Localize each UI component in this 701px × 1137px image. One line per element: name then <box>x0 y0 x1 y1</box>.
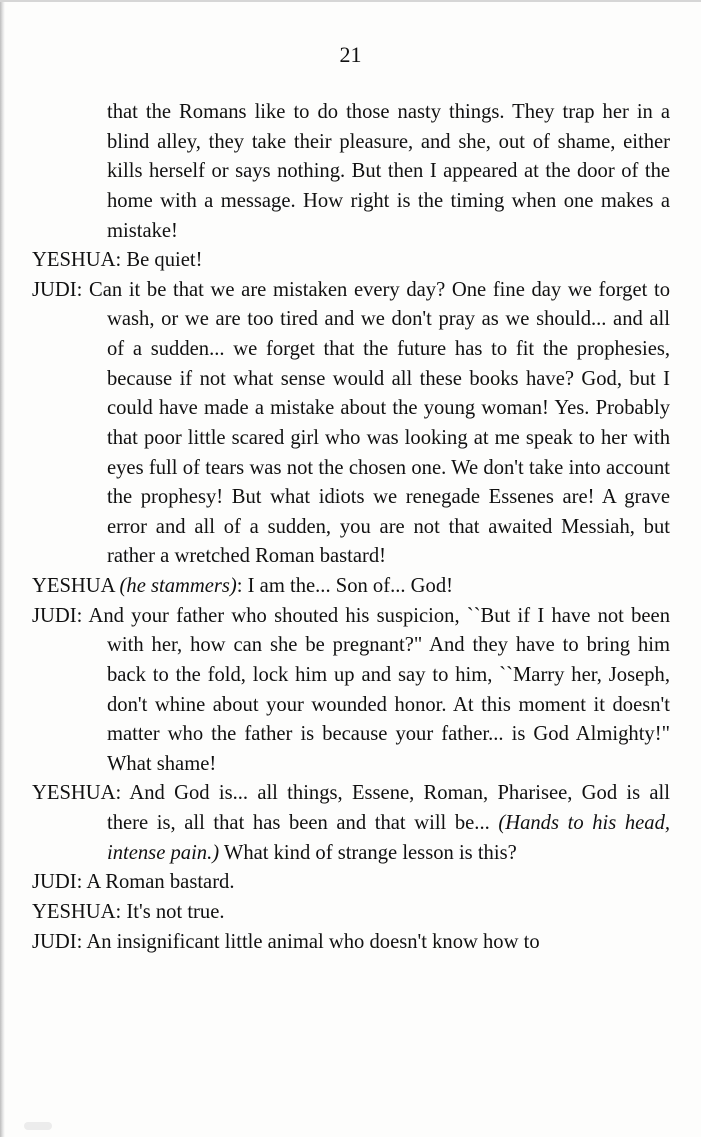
speaker-separator: : <box>76 604 89 627</box>
stage-direction: (Hands to his head, intense pain.) <box>107 812 671 864</box>
dialogue-line <box>32 246 670 276</box>
dialogue-text: Can it be that we are mistaken every day? One fine day we forget to wash, or we are too tired and we don't pray as we should... and all of a sudden... we forget that the future has to fit the prophesies, because if not what sense would all these books have? God, but I could have made a mistake about the young woman! Yes. Probably that poor little scared girl who was looking at me speak to her with eyes full of tears was not the chosen one. We don't take into account the prophesy! But what idiots we renegade Essenes are! A grave error and all of a sudden, you are not that awaited Messiah, but rather a wretched Roman bastard! <box>89 278 670 568</box>
dialogue-text: What kind of strange lesson is this? <box>223 841 517 864</box>
dialogue-line <box>32 276 670 572</box>
script-text <box>32 98 670 957</box>
continued-paragraph: that the Romans like to do those nasty things. They trap her in a blind alley, they take their pleasure, and she, out of shame, either kills herself or says nothing. But then I appeared at the door of the home with a message. How right is the timing when one makes a mistake! <box>107 101 670 242</box>
speaker-name: JUDI <box>32 871 77 894</box>
page-top-edge <box>0 0 701 2</box>
dialogue-text: I am the... Son of... God! <box>247 575 454 597</box>
speaker-name: JUDI <box>32 604 77 627</box>
speaker-name: YESHUA <box>32 782 116 805</box>
dialogue-text: Be quiet! <box>126 249 203 272</box>
speaker-name: YESHUA <box>32 900 116 923</box>
speaker-name: YESHUA <box>32 575 115 597</box>
dialogue-text: And your father who shouted his suspicion, ``But if I have not been with her, how can she be pregnant?" And they have to bring him back to the fold, lock him up and say to him, ``Marry her, Joseph, don't whine about your wounded honor. At this moment it doesn't matter who the father is because your father... is God Almighty!" What shame! <box>88 604 670 775</box>
dialogue-line <box>32 779 670 868</box>
scan-smudge <box>24 1122 52 1130</box>
direction-separator: : <box>236 575 248 597</box>
page-binding-edge <box>0 0 5 1137</box>
speaker-name: JUDI <box>32 930 77 953</box>
dialogue-text: And God is... all things, Essene, Roman, Pharisee, God is all there is, all that has been and that will be... <box>107 782 670 834</box>
speaker-name: JUDI <box>32 278 77 301</box>
speaker-separator: : <box>76 278 89 301</box>
dialogue-line <box>32 928 670 958</box>
dialogue-text: A Roman bastard. <box>86 871 235 894</box>
dialogue-line <box>32 602 670 780</box>
dialogue-line <box>32 898 670 928</box>
page-number: 21 <box>339 42 362 67</box>
speaker-separator: : <box>115 900 127 923</box>
dialogue-text: It's not true. <box>126 900 225 923</box>
speaker-separator: : <box>115 249 127 272</box>
speaker-separator: : <box>76 871 87 894</box>
stage-direction: (he stammers) <box>119 575 237 597</box>
dialogue-text: An insignificant little animal who doesn't know how to <box>86 930 540 953</box>
dialogue-line <box>32 572 670 602</box>
dialogue-line <box>32 868 670 898</box>
speaker-name: YESHUA <box>32 249 116 272</box>
speaker-separator: : <box>115 782 130 805</box>
speaker-separator: : <box>76 930 87 953</box>
